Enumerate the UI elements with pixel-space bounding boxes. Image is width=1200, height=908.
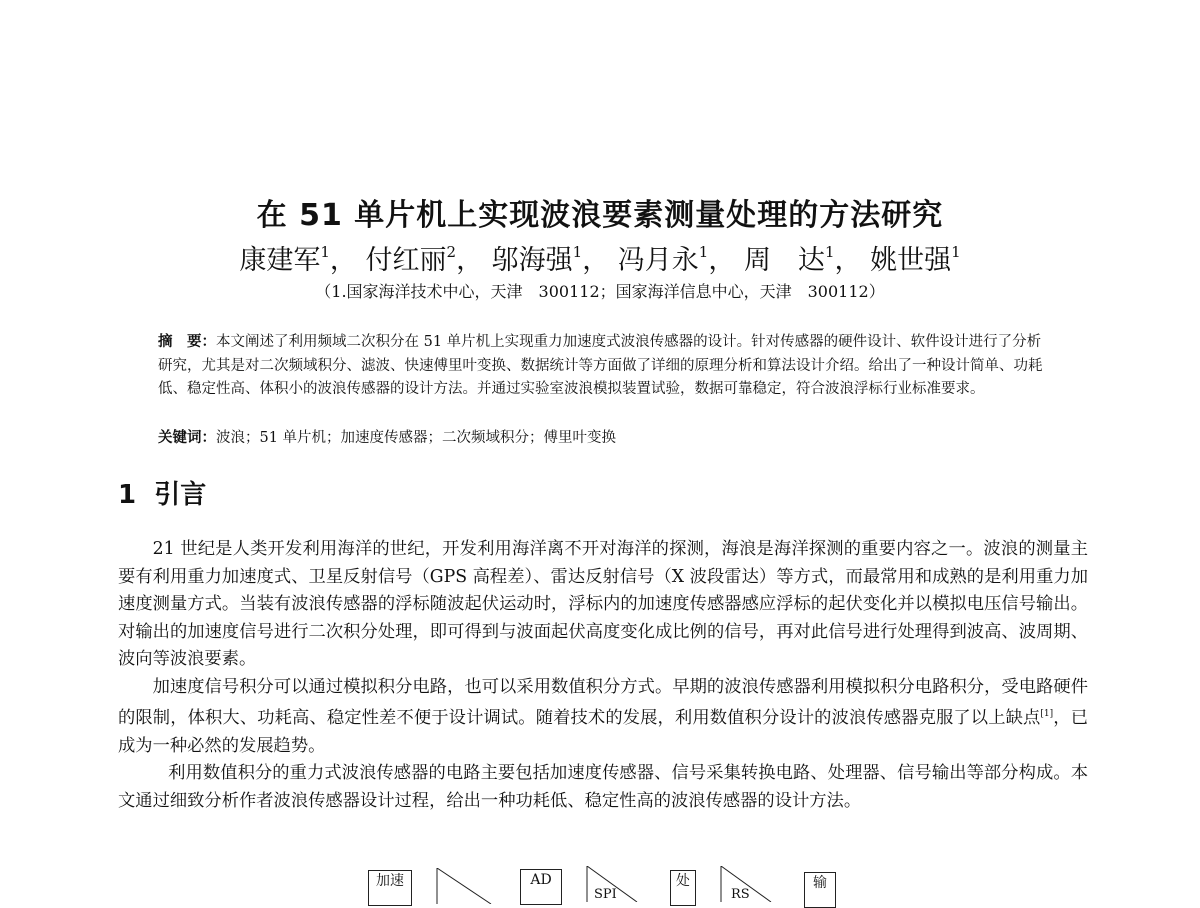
author-name: 周 达 <box>743 245 825 276</box>
author-affiliation-mark: 1 <box>824 243 835 261</box>
section-title: 引言 <box>154 480 207 510</box>
author-separator: ， <box>834 245 862 276</box>
author-name: 姚世强 <box>870 245 952 276</box>
author-name: 付红丽 <box>365 245 447 276</box>
author-separator: ， <box>582 245 610 276</box>
block-diagram <box>0 862 1200 902</box>
accelerometer-block: 加速 <box>368 870 412 906</box>
rs-label: RS <box>731 887 750 902</box>
ad-converter-block: AD <box>520 869 562 905</box>
keywords <box>158 426 1048 447</box>
section-body <box>118 536 1088 815</box>
author-list <box>0 238 1200 277</box>
abstract-text: 本文阐述了利用频域二次积分在 51 单片机上实现重力加速度式波浪传感器的设计。针对传感器的硬件设计、软件设计进行了分析研究，尤其是对二次频域积分、滤波、快速傅里叶变换、数据统计等方面做了详细的原理分析和算法设计介绍。给出了一种设计简单、功耗低、稳定性高、体积小的波浪传感器的设计方法。并通过实验室波浪模拟装置试验，数据可靠稳定，符合波浪浮标行业标准要求。 <box>158 334 1043 397</box>
author-name: 康建军 <box>239 245 321 276</box>
processor-block: 处 <box>670 870 696 906</box>
amplifier-triangle <box>436 868 492 904</box>
author-affiliation-mark: 1 <box>698 243 709 261</box>
body-paragraph <box>118 674 1088 761</box>
section-heading <box>118 474 206 511</box>
author-affiliation-mark: 1 <box>320 243 330 261</box>
author-name: 冯月永 <box>617 245 699 276</box>
keywords-label: 关键词： <box>158 430 216 446</box>
author-separator: ， <box>708 245 736 276</box>
abstract-label: 摘 要： <box>158 334 216 350</box>
paper-title: 在 51 单片机上实现波浪要素测量处理的方法研究 <box>256 198 944 233</box>
section-number: 1 <box>118 480 137 510</box>
author-separator: ， <box>456 245 484 276</box>
body-paragraph: 利用数值积分的重力式波浪传感器的电路主要包括加速度传感器、信号采集转换电路、处理器、信号输出等部分构成。本文通过细致分析作者波浪传感器设计过程，给出一种功耗低、稳定性高的波浪传感器的设计方法。 <box>118 763 1088 811</box>
citation-mark: [1] <box>1040 709 1054 719</box>
body-paragraph: 21 世纪是人类开发利用海洋的世纪，开发利用海洋离不开对海洋的探测，海浪是海洋探测的重要内容之一。波浪的测量主要有利用重力加速度式、卫星反射信号（GPS 高程差）、雷达反射信号（X 波段雷达）等方式，而最常用和成熟的是利用重力加速度测量方式。当装有波浪传感器的浮标随波起伏运动时，浮标内的加速度传感器感应浮标的起伏变化并以模拟电压信号输出。对输出的加速度信号进行二次积分处理，即可得到与波面起伏高度变化成比例的信号，再对此信号进行处理得到波高、波周期、波向等波浪要素。 <box>118 539 1088 669</box>
spi-label: SPI <box>594 887 617 902</box>
author-separator: ， <box>329 245 357 276</box>
paragraph-text: ，已成为一种必然的发展趋势。 <box>118 708 1088 756</box>
abstract <box>158 331 1048 402</box>
affiliation-line: （1.国家海洋技术中心，天津 300112；国家海洋信息中心，天津 300112） <box>315 282 885 301</box>
author-name: 邬海强 <box>491 245 573 276</box>
keywords-text: 波浪；51 单片机；加速度传感器；二次频域积分；傅里叶变换 <box>216 430 617 446</box>
author-affiliation-mark: 1 <box>572 243 583 261</box>
output-block: 输 <box>804 872 836 908</box>
author-affiliation-mark: 2 <box>446 243 457 261</box>
paragraph-text: 加速度信号积分可以通过模拟积分电路，也可以采用数值积分方式。早期的波浪传感器利用模拟积分电路积分，受电路硬件的限制，体积大、功耗高、稳定性差不便于设计调试。随着技术的发展，利用数值积分设计的波浪传感器克服了以上缺点 <box>118 676 1088 728</box>
author-affiliation-mark: 1 <box>951 243 961 261</box>
